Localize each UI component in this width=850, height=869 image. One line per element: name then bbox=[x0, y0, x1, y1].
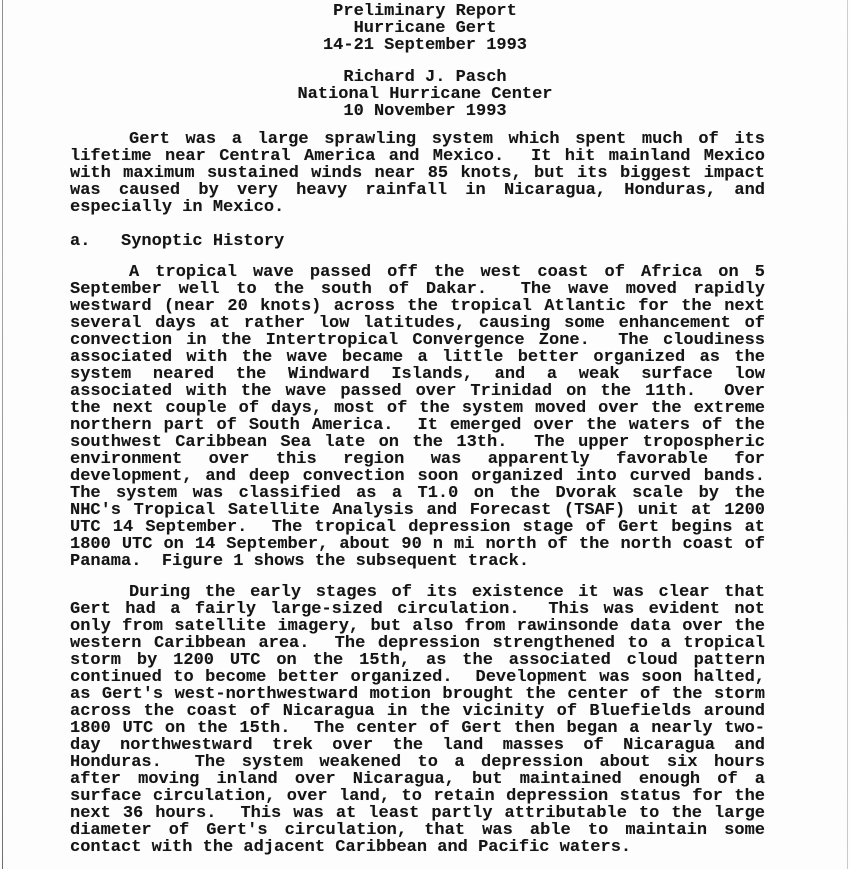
text-line: Panama. Figure 1 shows the subsequent track. bbox=[70, 552, 530, 572]
text-line: western Caribbean area. The depression strengthened to a tropical bbox=[70, 634, 765, 654]
text-line: National Hurricane Center bbox=[297, 85, 553, 104]
text-line: 14-21 September 1993 bbox=[322, 36, 528, 55]
text-line: with maximum sustained winds near 85 knots, but its biggest impact bbox=[70, 164, 765, 183]
text-line: During the early stages of its existence it was clear that bbox=[129, 583, 765, 603]
text-line: Preliminary Report bbox=[333, 2, 517, 21]
text-line: associated with the wave passed over Trinidad on the 11th. Over bbox=[70, 382, 765, 402]
text-line: associated with the wave became a little better organized as the bbox=[70, 348, 765, 368]
text-line: continued to become better organized. Development was soon halted, bbox=[70, 668, 765, 688]
text-line: southwest Caribbean Sea late on the 13th. The upper tropospheric bbox=[70, 433, 765, 453]
text-line: September well to the south of Dakar. The wave moved rapidly bbox=[70, 280, 765, 300]
scan-edge-right-line bbox=[847, 0, 848, 869]
text-line: Hurricane Gert bbox=[353, 19, 497, 38]
paragraph-synoptic-history-2 bbox=[70, 584, 765, 856]
text-line: lifetime near Central America and Mexico. It hit mainland Mexico bbox=[70, 147, 765, 166]
text-line: day northwestward trek over the land masses of Nicaragua and bbox=[70, 736, 765, 756]
text-line: as Gert's west-northwestward motion brought the center of the storm bbox=[70, 685, 765, 705]
text-line: only from satellite imagery, but also from rawinsonde data over the bbox=[70, 617, 765, 637]
text-line: A tropical wave passed off the west coast of Africa on 5 bbox=[129, 263, 765, 283]
text-line: Gert was a large sprawling system which spent much of its bbox=[129, 130, 765, 149]
text-line: development, and deep convection soon organized into curved bands. bbox=[70, 467, 765, 487]
text-line: was caused by very heavy rainfall in Nicaragua, Honduras, and bbox=[70, 181, 765, 200]
text-line: contact with the adjacent Caribbean and Pacific waters. bbox=[70, 838, 632, 858]
report-title bbox=[0, 3, 850, 54]
text-line: diameter of Gert's circulation, that was able to maintain some bbox=[70, 821, 765, 841]
text-line: 1800 UTC on 14 September, about 90 n mi north of the north coast of bbox=[70, 535, 765, 555]
text-line: convection in the Intertropical Convergence Zone. The cloudiness bbox=[70, 331, 765, 351]
text-line: northern part of South America. It emerged over the waters of the bbox=[70, 416, 765, 436]
text-line: The system was classified as a T1.0 on the Dvorak scale by the bbox=[70, 484, 765, 504]
text-line: 1800 UTC on the 15th. The center of Gert then began a nearly two- bbox=[70, 719, 765, 739]
text-line: system neared the Windward Islands, and a weak surface low bbox=[70, 365, 765, 385]
text-line: environment over this region was apparently favorable for bbox=[70, 450, 765, 470]
text-line: 10 November 1993 bbox=[343, 102, 507, 121]
text-line: NHC's Tropical Satellite Analysis and Forecast (TSAF) unit at 1200 bbox=[70, 501, 765, 521]
text-line: especially in Mexico. bbox=[70, 198, 285, 217]
text-line: next 36 hours. This was at least partly attributable to the large bbox=[70, 804, 765, 824]
paragraph-introduction bbox=[70, 131, 765, 216]
paragraph-synoptic-history-1 bbox=[70, 264, 765, 570]
text-line: across the coast of Nicaragua in the vicinity of Bluefields around bbox=[70, 702, 765, 722]
text-line: Gert had a fairly large-sized circulation. This was evident not bbox=[70, 600, 765, 620]
text-line: after moving inland over Nicaragua, but maintained enough of a bbox=[70, 770, 765, 790]
text-line: surface circulation, over land, to retain depression status for the bbox=[70, 787, 765, 807]
text-line: westward (near 20 knots) across the tropical Atlantic for the next bbox=[70, 297, 765, 317]
report-author-block bbox=[0, 69, 850, 120]
scan-edge-left-line bbox=[2, 0, 3, 869]
text-line: Honduras. The system weakened to a depression about six hours bbox=[70, 753, 765, 773]
text-line: UTC 14 September. The tropical depression stage of Gert begins at bbox=[70, 518, 765, 538]
text-line: the next couple of days, most of the system moved over the extreme bbox=[70, 399, 765, 419]
text-line: several days at rather low latitudes, causing some enhancement of bbox=[70, 314, 765, 334]
section-heading-synoptic-history: a. Synoptic History bbox=[70, 232, 285, 251]
text-line: Richard J. Pasch bbox=[343, 68, 507, 87]
text-line: storm by 1200 UTC on the 15th, as the associated cloud pattern bbox=[70, 651, 765, 671]
